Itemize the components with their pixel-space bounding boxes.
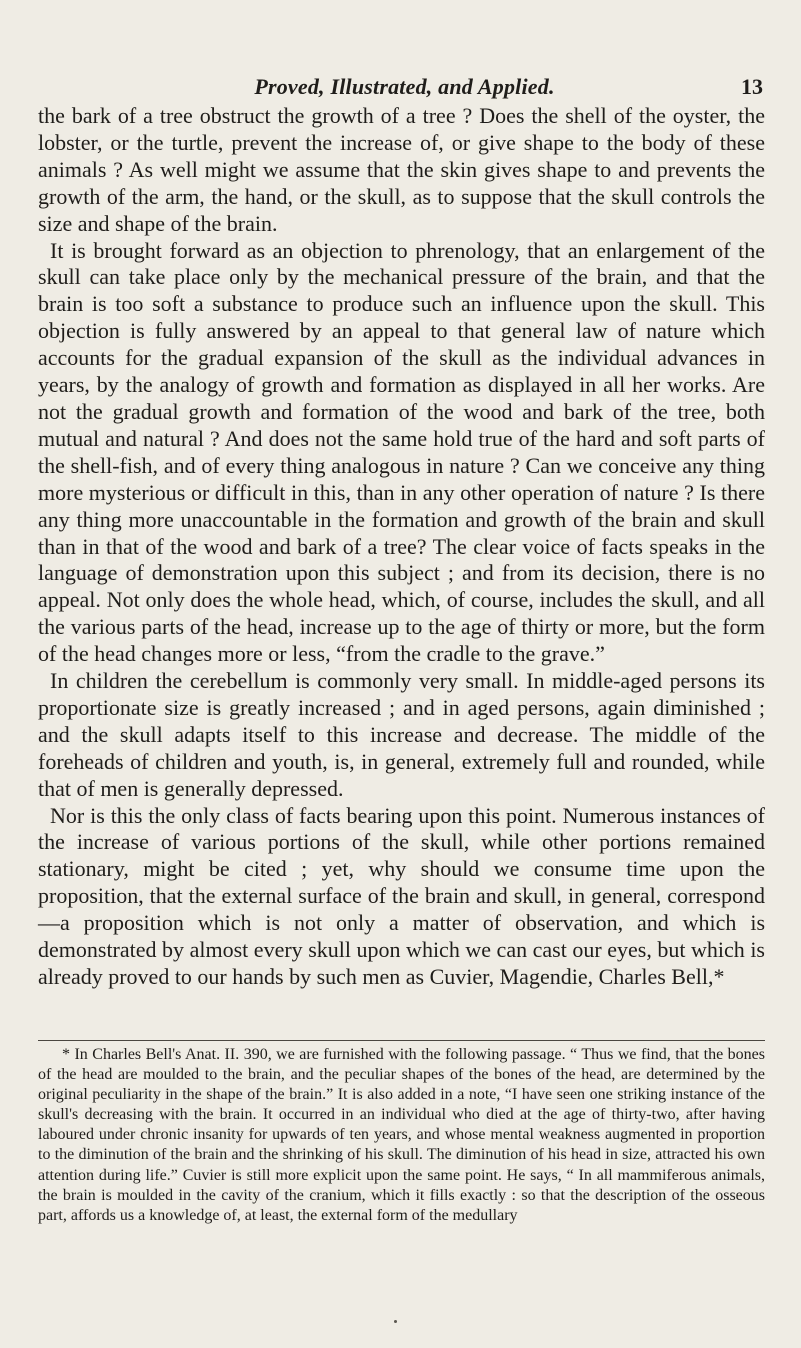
- page-speck: [394, 1320, 397, 1323]
- running-head: [38, 74, 771, 102]
- running-title: Proved, Illustrated, and Applied.: [254, 74, 555, 99]
- footnote: * In Charles Bell's Anat. II. 390, we are furnished with the following passage. “ Thus we find, that the bones of the head are moulded to the brain, and the peculiar shapes of the bones of the head, are determined by the original peculiarity in the shape of the brain.” It is also added in a note, “I have seen one striking instance of the skull's decreasing with the brain. It occurred in an individual who died at the age of thirty-two, after having laboured under chronic insanity for upwards of ten years, and whose mental weakness augmented in proportion to the diminution of the brain and the shrinking of his skull. The diminution of his head in size, attracted his own attention during life.” Cuvier is still more explicit upon the same point. He says, “ In all mammiferous animals, the brain is moulded in the cavity of the cranium, which it fills exactly : so that the description of the osseous part, affords us a knowledge of, at least, the external form of the medullary: [38, 1046, 765, 1224]
- paragraph-3: In children the cerebellum is commonly very small. In middle-aged persons its proportionate size is greatly increased ; and in aged persons, again diminished ; and the skull adapts itself to this increase and decrease. The middle of the foreheads of children and youth, is, in general, extremely full and rounded, while that of men is generally depressed.: [38, 668, 765, 801]
- paragraph-2: It is brought forward as an objection to phrenology, that an enlargement of the skull can take place only by the mechanical pressure of the brain, and that the brain is too soft a substance to produce such an influence upon the skull. This objection is fully answered by an appeal to that general law of nature which accounts for the gradual expansion of the skull as the individual advances in years, by the analogy of growth and formation as displayed in all her works. Are not the gradual growth and formation of the wood and bark of the tree, both mutual and natural ? And does not the same hold true of the hard and soft parts of the shell-fish, and of every thing analogous in nature ? Can we conceive any thing more mysterious or difficult in this, than in any other operation of nature ? Is there any thing more unaccountable in the formation and growth of the brain and skull than in that of the wood and bark of a tree? The clear voice of facts speaks in the language of demonstration upon this subject ; and from its decision, there is no appeal. Not only does the whole head, which, of course, includes the skull, and all the various parts of the head, increase up to the age of thirty or more, but the form of the head changes more or less, “from the cradle to the grave.”: [38, 237, 765, 667]
- footnote-divider: [38, 1040, 765, 1041]
- page-number: 13: [741, 74, 763, 99]
- paragraph-1: the bark of a tree obstruct the growth of a tree ? Does the shell of the oyster, the lobster, or the turtle, prevent the increase of, or give shape to the body of these animals ? As well might we assume that the skin gives shape to and prevents the growth of the arm, the hand, or the skull, as to suppose that the skull controls the size and shape of the brain.: [38, 103, 765, 236]
- paragraph-4: Nor is this the only class of facts bearing upon this point. Numerous instances of the increase of various portions of the skull, while other portions remained stationary, might be cited ; yet, why should we consume time upon the proposition, that the external surface of the brain and skull, in general, correspond—a proposition which is not only a matter of observation, and which is demonstrated by almost every skull upon which we can cast our eyes, but which is already proved to our hands by such men as Cuvier, Magendie, Charles Bell,*: [38, 802, 765, 989]
- body-text: [38, 103, 765, 991]
